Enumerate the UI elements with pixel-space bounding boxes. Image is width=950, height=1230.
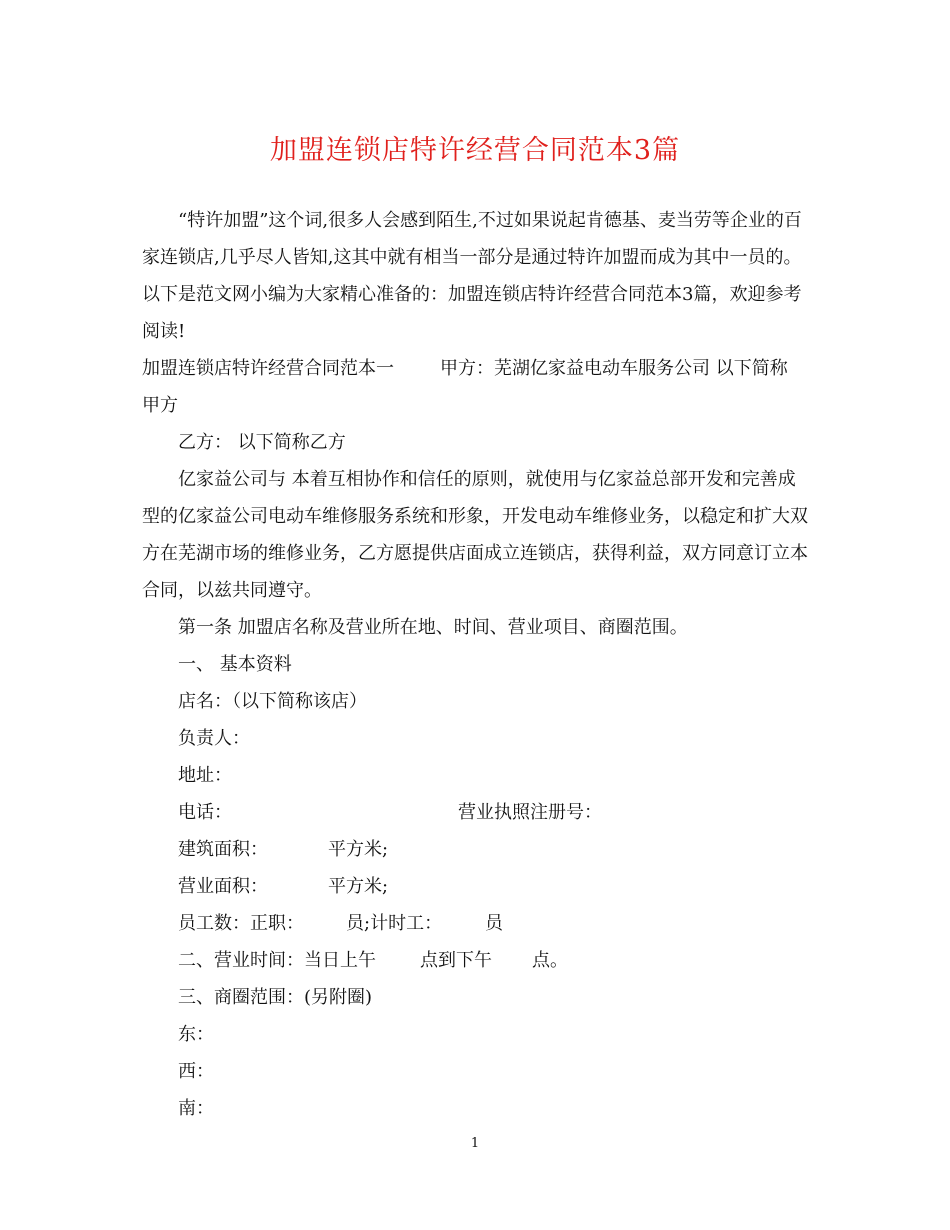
license-field: 营业执照注册号： bbox=[458, 802, 602, 823]
building-area-unit: 平方米; bbox=[328, 839, 389, 860]
phone-license-line bbox=[142, 794, 810, 831]
business-area-label: 营业面积： bbox=[178, 876, 268, 897]
phone-field: 电话： bbox=[178, 802, 232, 823]
party-a-text: 甲方：芜湖亿家益电动车服务公司 以下简称 bbox=[440, 358, 788, 379]
business-area-unit: 平方米; bbox=[328, 876, 389, 897]
document-body bbox=[142, 202, 810, 1127]
staff-fulltime-unit: 员;计时工： bbox=[346, 913, 443, 934]
staff-parttime-unit: 员 bbox=[485, 913, 503, 934]
staff-label: 员工数：正职： bbox=[178, 913, 304, 934]
hours-line bbox=[142, 942, 810, 979]
page-number: 1 bbox=[470, 1136, 480, 1151]
party-a-short-name: 甲方 bbox=[142, 395, 178, 416]
west-field: 西： bbox=[178, 1061, 214, 1082]
contract-heading: 加盟连锁店特许经营合同范本一 bbox=[142, 358, 394, 379]
shop-name-field: 店名：（以下简称该店） bbox=[178, 691, 367, 712]
building-area-line bbox=[142, 831, 810, 868]
east-field: 东： bbox=[178, 1024, 214, 1045]
party-a-continuation bbox=[142, 387, 810, 424]
hours-label: 二、营业时间：当日上午 bbox=[178, 950, 376, 971]
heading-party-a-line bbox=[142, 350, 810, 387]
hours-mid: 点到下午 bbox=[420, 950, 492, 971]
party-b-line: 乙方： 以下简称乙方 bbox=[178, 432, 346, 453]
section-basic-info: 一、 基本资料 bbox=[178, 654, 292, 675]
document-title: 加盟连锁店特许经营合同范本3篇 bbox=[269, 135, 681, 166]
trade-area-line: 三、商圈范围：(另附圈) bbox=[178, 987, 373, 1008]
intro-paragraph: “特许加盟”这个词,很多人会感到陌生,不过如果说起肯德基、麦当劳等企业的百家连锁店,几乎尽人皆知,这其中就有相当一部分是通过特许加盟而成为其中一员的。以下是范文网小编为大家精心准备的：加盟连锁店特许经营合同范本3篇，欢迎参考阅读! bbox=[142, 210, 802, 342]
staff-line bbox=[142, 905, 810, 942]
manager-field: 负责人： bbox=[178, 728, 250, 749]
address-field: 地址： bbox=[178, 765, 232, 786]
business-area-line bbox=[142, 868, 810, 905]
hours-end: 点。 bbox=[532, 950, 568, 971]
preamble-paragraph: 亿家益公司与 本着互相协作和信任的原则，就使用与亿家益总部开发和完善成型的亿家益公司电动车维修服务系统和形象，开发电动车维修业务，以稳定和扩大双方在芜湖市场的维修业务，乙方愿提供店面成立连锁店，获得利益，双方同意订立本合同，以兹共同遵守。 bbox=[142, 469, 808, 601]
south-field: 南： bbox=[178, 1098, 214, 1119]
article-one-heading: 第一条 加盟店名称及营业所在地、时间、营业项目、商圈范围。 bbox=[178, 617, 688, 638]
building-area-label: 建筑面积： bbox=[178, 839, 268, 860]
